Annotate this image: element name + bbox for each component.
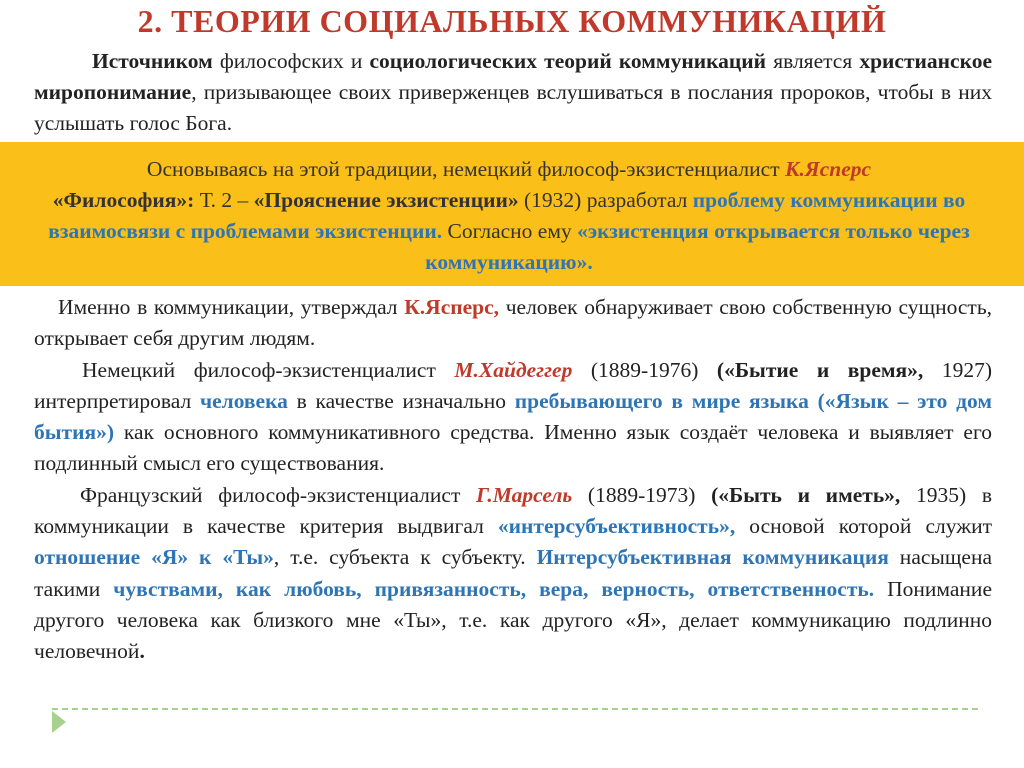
- name-jaspers: К.Ясперс,: [404, 295, 500, 319]
- text-part: 1927) интерпретировал: [34, 357, 992, 413]
- name-jaspers: К.Ясперс: [784, 157, 872, 181]
- name-marcel: Г.Марсель: [476, 482, 573, 507]
- work-philosophy: «Философия»:: [52, 188, 195, 212]
- text-part: .: [139, 639, 145, 664]
- highlight-box: [0, 142, 1024, 286]
- intro-text: является: [766, 49, 860, 73]
- work-being-and-time: («Бытие и время»,: [716, 357, 924, 382]
- triangle-right-icon: [52, 711, 66, 733]
- intro-source: Источником: [92, 49, 213, 73]
- term-feelings: чувствами, как любовь, привязанность, вера, верность, ответственность.: [113, 576, 875, 601]
- intro-text: философских и: [212, 49, 370, 73]
- text-part: (1889-1976): [572, 357, 717, 382]
- text-part: как основного коммуникативного средства. Именно язык создаёт человека и выявляет его подлинный смысл его существования.: [34, 420, 992, 476]
- text-part: насыщена такими: [34, 545, 992, 601]
- footer-decoration: [52, 708, 978, 736]
- intro-text: , призывающее своих приверженцев вслушиваться в послания пророков, чтобы в них услышать голос Бога.: [34, 80, 992, 135]
- text-part: , т.е. субъекта к субъекту.: [273, 545, 537, 570]
- term-human: человека: [199, 388, 288, 413]
- name-heidegger: М.Хайдеггер: [454, 357, 573, 382]
- term-intersubjective-communication: Интерсубъективная коммуникация: [536, 545, 889, 570]
- footer-dashed-line: [52, 708, 978, 710]
- term-problem: проблему коммуникации во взаимосвязи с проблемами экзистенции.: [48, 188, 966, 243]
- text-part: Немецкий философ-экзистенциалист: [82, 357, 455, 382]
- highlight-text-part: (1932) разработал: [518, 188, 693, 212]
- text-part: основой которой служит: [735, 514, 992, 539]
- text-part: человек обнаруживает свою собственную сущность, открывает себя другим людям.: [34, 295, 992, 351]
- paragraph-heidegger: [34, 355, 992, 480]
- main-text: [34, 292, 992, 668]
- text-part: Французский философ-экзистенциалист: [80, 482, 477, 507]
- term-existence-quote: «экзистенция открывается только через коммуникацию».: [425, 219, 970, 274]
- highlight-text-part: Т. 2 –: [194, 188, 254, 212]
- text-part: в качестве изначально: [287, 388, 515, 413]
- term-i-thou: отношение «Я» к «Ты»: [34, 545, 274, 570]
- work-clarification: «Прояснение экзистенции»: [253, 188, 519, 212]
- intro-christian: христианское миропонимание: [34, 49, 992, 104]
- term-intersubjectivity: «интерсубъективность»,: [497, 514, 736, 539]
- slide-title: 2. ТЕОРИИ СОЦИАЛЬНЫХ КОММУНИКАЦИЙ: [137, 3, 887, 39]
- text-part: (1889-1973): [572, 482, 712, 507]
- highlight-text-part: Основываясь на этой традиции, немецкий философ-экзистенциалист: [146, 157, 785, 181]
- text-part: Понимание другого человека как близкого мне «Ты», т.е. как другого «Я», делает коммуникацию подлинно человечной: [34, 576, 992, 664]
- term-language: пребывающего в мире языка («Язык – это дом бытия»): [34, 388, 993, 445]
- intro-theories: социологических теорий коммуникаций: [369, 49, 767, 73]
- highlight-text: [14, 154, 1004, 278]
- text-part: 1935) в коммуникации в качестве критерия выдвигал: [34, 482, 992, 539]
- text-part: Именно в коммуникации, утверждал: [58, 295, 405, 319]
- highlight-text-part: Согласно ему: [442, 219, 578, 243]
- intro-block: [34, 46, 992, 139]
- paragraph-jaspers: [34, 292, 992, 355]
- paragraph-marcel: [34, 480, 992, 668]
- intro-paragraph: [34, 46, 992, 139]
- work-being-and-having: («Быть и иметь»,: [711, 482, 901, 507]
